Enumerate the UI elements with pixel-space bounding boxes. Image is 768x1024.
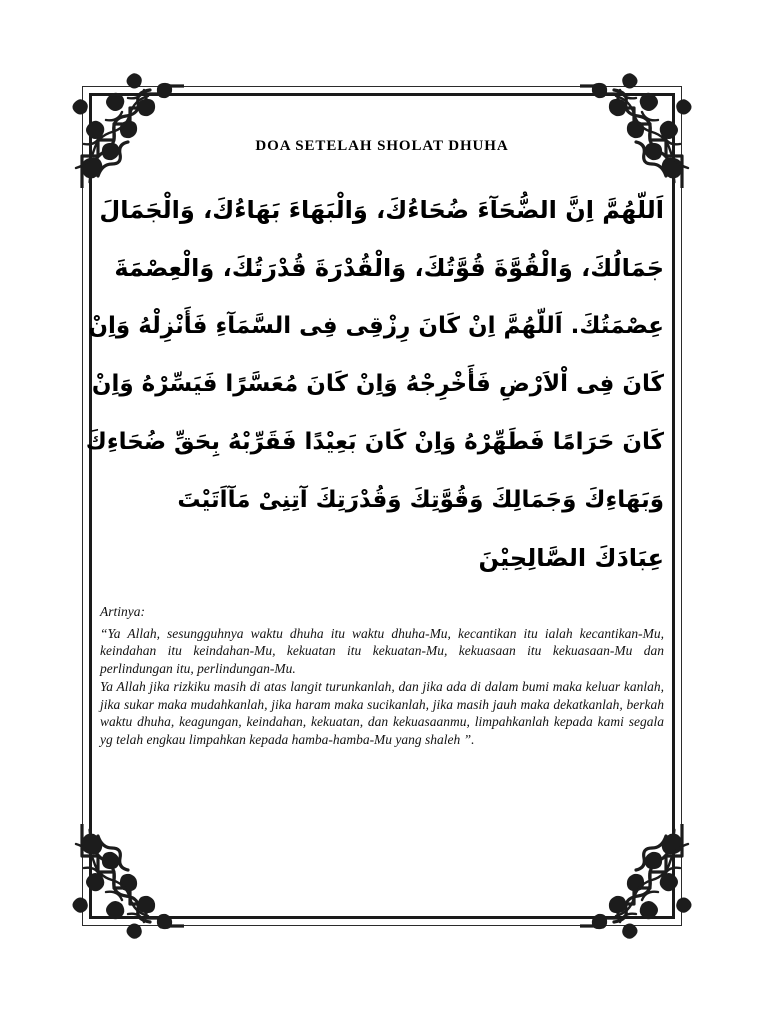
page-title: DOA SETELAH SHOLAT DHUHA: [255, 138, 509, 154]
translation-label: Artinya:: [100, 604, 145, 619]
arabic-line: كَانَ فِى اْلاَرْضِ فَأَخْرِجْهُ وَاِنْ كَانَ مُعَسَّرًا فَيَسِّرْهُ وَاِنْ: [91, 371, 664, 397]
arabic-line: كَانَ حَرَامًا فَطَهِّرْهُ وَاِنْ كَانَ بَعِيْدًا فَقَرِّبْهُ بِحَقِّ ضُحَاءِكَ: [85, 429, 664, 455]
arabic-prayer-text: [85, 181, 664, 587]
translation-paragraph: “Ya Allah, sesungguhnya waktu dhuha itu waktu dhuha-Mu, kecantikan itu ialah kecantikan-Mu, keindahan itu keindahan-Mu, kekuatan itu kekuatan-Mu, kekuasaan itu kekuasaan-Mu dan perlindungan itu, perlindungan-Mu.: [100, 625, 664, 676]
arabic-line: اَللّهُمَّ اِنَّ الضُّحَآءَ ضُحَاءُكَ، وَالْبَهَاءَ بَهَاءُكَ، وَالْجَمَالَ: [99, 196, 664, 224]
translation-section: [100, 603, 664, 748]
arabic-line: عِصْمَتُكَ. اَللّهُمَّ اِنْ كَانَ رِزْقِى فِى السَّمَآءِ فَأَنْزِلْهُ وَاِنْ: [88, 313, 664, 339]
arabic-line: جَمَالُكَ، وَالْقُوَّةَ قُوَّتُكَ، وَالْقُدْرَةَ قُدْرَتُكَ، وَالْعِصْمَةَ: [114, 254, 664, 282]
arabic-line: عِبَادَكَ الصَّالِحِيْنَ: [478, 544, 664, 572]
document-content: [85, 120, 664, 900]
translation-paragraph: Ya Allah jika rizkiku masih di atas langit turunkanlah, dan jika ada di dalam bumi maka keluar kanlah, jika sukar maka mudahkanlah, jika haram maka sucikanlah, jika masih jauh maka dekatkanlah, berkah waktu dhuha, keagungan, keindahan, kekuatan, dan kekuasaanmu, limpahkanlah kepada kami segala yg telah engkau limpahkan kepada hamba-hamba-Mu yang shaleh ”.: [100, 679, 664, 747]
arabic-line: وَبَهَاءِكَ وَجَمَالِكَ وَقُوَّتِكَ وَقُدْرَتِكَ آتِنِىْ مَآاَتَيْتَ: [177, 487, 664, 513]
